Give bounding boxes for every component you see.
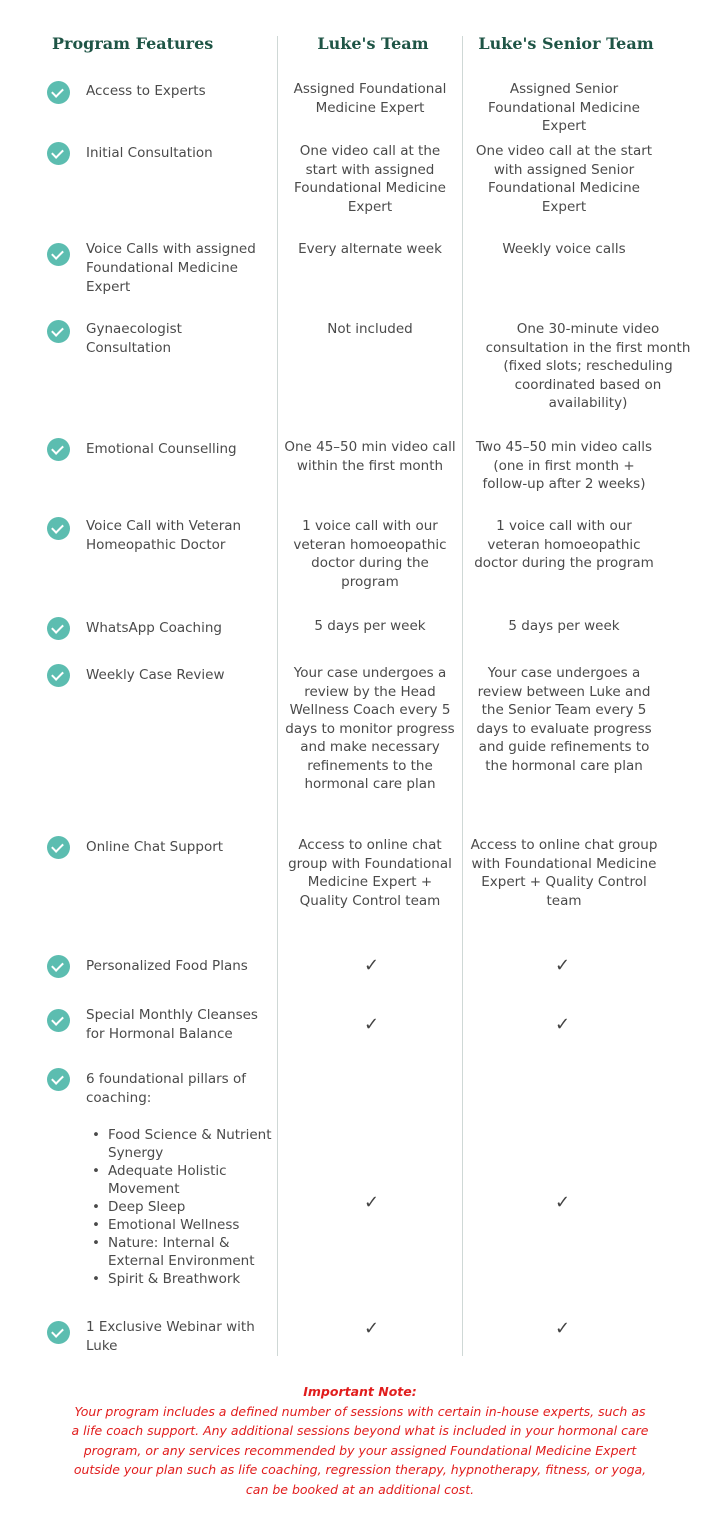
lukes-team-cell: 1 voice call with our veteran homoeopathic doctor during the program xyxy=(293,518,447,590)
senior-team-cell: Access to online chat group with Foundational Medicine Expert + Quality Control team xyxy=(470,837,658,909)
senior-team-cell: Assigned Senior Foundational Medicine Expert xyxy=(488,81,640,134)
check-circle-icon xyxy=(47,320,70,343)
column-divider xyxy=(277,36,278,1356)
check-circle-icon xyxy=(47,243,70,266)
lukes-team-cell: Access to online chat group with Foundational Medicine Expert + Quality Control team xyxy=(288,837,452,909)
included-checkmark: ✓ xyxy=(555,1192,571,1213)
list-item: • Food Science & Nutrient Synergy xyxy=(92,1126,272,1162)
included-checkmark: ✓ xyxy=(364,1318,380,1339)
check-circle-icon xyxy=(47,664,70,687)
header-lukes-team: Luke's Team xyxy=(317,34,429,53)
senior-team-cell: 5 days per week xyxy=(508,618,620,634)
feature-label: WhatsApp Coaching xyxy=(86,620,222,636)
feature-label: 6 foundational pillars of coaching: xyxy=(86,1071,247,1106)
header-program-features: Program Features xyxy=(52,34,214,53)
senior-team-cell: 1 voice call with our veteran homoeopathic doctor during the program xyxy=(474,518,654,571)
lukes-team-cell: 5 days per week xyxy=(314,618,426,634)
feature-label: Personalized Food Plans xyxy=(86,958,248,974)
check-circle-icon xyxy=(47,142,70,165)
column-divider xyxy=(462,36,463,1356)
lukes-team-cell: Your case undergoes a review by the Head Wellness Coach every 5 days to monitor progress and make necessary refinements to the hormonal care plan xyxy=(285,665,455,792)
pillars-list xyxy=(92,1126,272,1288)
lukes-team-cell: Not included xyxy=(327,321,413,337)
important-note xyxy=(70,1382,650,1499)
check-circle-icon xyxy=(47,1068,70,1091)
header-lukes-senior-team: Luke's Senior Team xyxy=(478,34,654,53)
list-item: • Nature: Internal & External Environment xyxy=(92,1234,272,1270)
check-circle-icon xyxy=(47,438,70,461)
included-checkmark: ✓ xyxy=(555,1318,571,1339)
check-circle-icon xyxy=(47,517,70,540)
feature-label: Special Monthly Cleanses for Hormonal Balance xyxy=(86,1007,258,1042)
senior-team-cell: Your case undergoes a review between Luke and the Senior Team every 5 days to evaluate progress and guide refinements to the hormonal care plan xyxy=(476,665,652,774)
lukes-team-cell: Every alternate week xyxy=(298,241,442,257)
senior-team-cell: One 30-minute video consultation in the first month (fixed slots; rescheduling coordinated based on availability) xyxy=(485,321,691,411)
check-circle-icon xyxy=(47,955,70,978)
included-checkmark: ✓ xyxy=(364,1192,380,1213)
included-checkmark: ✓ xyxy=(364,955,380,976)
note-body: Your program includes a defined number of sessions with certain in-house experts, such as a life coach support. Any additional sessions beyond what is included in your hormonal care program, or any services recommended by your assigned Foundational Medicine Expert outside your plan such as life coaching, regression therapy, hypnotherapy, fitness, or yoga, can be booked at an additional cost. xyxy=(71,1403,649,1497)
check-circle-icon xyxy=(47,1321,70,1344)
list-item: • Spirit & Breathwork xyxy=(92,1270,272,1288)
list-item: • Emotional Wellness xyxy=(92,1216,272,1234)
senior-team-cell: Weekly voice calls xyxy=(502,241,626,257)
included-checkmark: ✓ xyxy=(555,955,571,976)
lukes-team-cell: One 45–50 min video call within the first month xyxy=(284,439,456,474)
feature-label: Emotional Counselling xyxy=(86,441,237,457)
list-item: • Adequate Holistic Movement xyxy=(92,1162,272,1198)
list-item: • Deep Sleep xyxy=(92,1198,272,1216)
note-title: Important Note: xyxy=(303,1384,417,1399)
check-circle-icon xyxy=(47,836,70,859)
lukes-team-cell: Assigned Foundational Medicine Expert xyxy=(293,81,447,116)
check-circle-icon xyxy=(47,81,70,104)
feature-label: 1 Exclusive Webinar with Luke xyxy=(86,1319,255,1354)
feature-label: Online Chat Support xyxy=(86,839,224,855)
feature-label: Voice Call with Veteran Homeopathic Doctor xyxy=(86,518,242,553)
feature-label: Weekly Case Review xyxy=(86,667,225,683)
check-circle-icon xyxy=(47,1009,70,1032)
feature-label: Access to Experts xyxy=(86,83,206,99)
check-circle-icon xyxy=(47,617,70,640)
feature-label: Initial Consultation xyxy=(86,145,213,161)
feature-label: Gynaecologist Consultation xyxy=(86,321,182,356)
included-checkmark: ✓ xyxy=(555,1014,571,1035)
senior-team-cell: Two 45–50 min video calls (one in first month + follow-up after 2 weeks) xyxy=(475,439,653,492)
senior-team-cell: One video call at the start with assigned Senior Foundational Medicine Expert xyxy=(475,143,653,215)
included-checkmark: ✓ xyxy=(364,1014,380,1035)
feature-label: Voice Calls with assigned Foundational Medicine Expert xyxy=(86,241,256,295)
lukes-team-cell: One video call at the start with assigned Foundational Medicine Expert xyxy=(294,143,446,215)
